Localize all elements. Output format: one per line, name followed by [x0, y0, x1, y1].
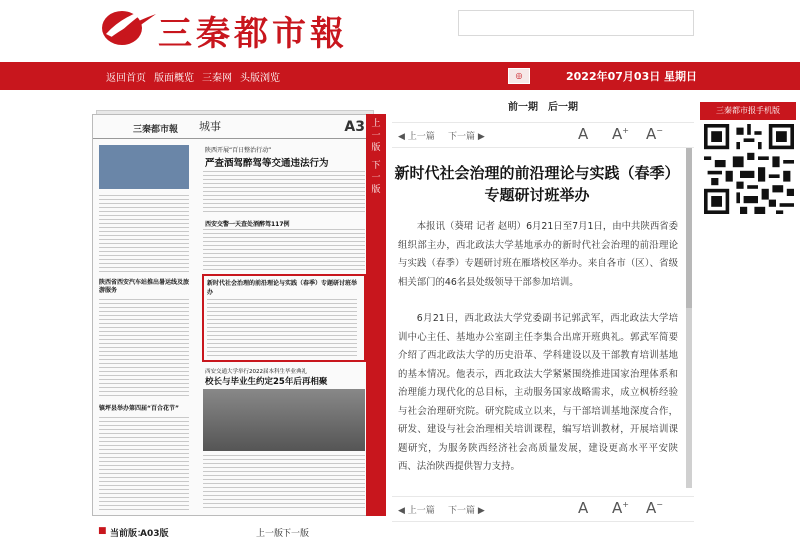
- main-kicker: 陕西开展“百日整治行动”: [205, 147, 272, 154]
- article-scrollbar[interactable]: [686, 148, 692, 488]
- next-article-label: 下一篇: [448, 132, 476, 142]
- prev-article-button[interactable]: ◀ 上一篇: [398, 132, 435, 142]
- prev-article-button[interactable]: ◀ 上一篇: [398, 506, 435, 516]
- font-decrease-icon[interactable]: A−: [646, 499, 663, 517]
- graduation-photo: [203, 389, 365, 451]
- current-page-label: 当前版：: [110, 529, 147, 539]
- grad-kicker: 西安交通大学举行2022届本科生毕业典礼: [205, 369, 307, 375]
- article-title: 新时代社会治理的前沿理论与实践（春季）专题研讨班举办: [394, 164, 680, 204]
- grad-headline: 校长与毕业生约定25年后再相聚: [205, 377, 328, 387]
- nav-front-page[interactable]: 头版浏览: [240, 73, 280, 84]
- font-reset-icon[interactable]: A: [578, 499, 589, 517]
- nav-overview[interactable]: 版面概览: [154, 73, 194, 84]
- article-paragraph: 本报讯（葵珺 记者 赵明）6月21日至7月1日，由中共陕西省委组织部主办，西北政法大学基地承办的新时代社会治理的前沿理论与实践（春季）专题研讨班在雁塔校区举办。来自各市（区）、省级相关部门的46名县处级领导干部参加培训。: [398, 221, 678, 288]
- prev-article-label: 上一篇: [407, 132, 435, 142]
- left-headline-1: 陕西省西安汽车站推出暑运线及旅游服务: [99, 279, 190, 294]
- paper-section: 城事: [199, 120, 221, 133]
- paper-masthead: [93, 115, 370, 139]
- footer-prev-page-link[interactable]: 上一版: [256, 529, 284, 539]
- text-column: [99, 417, 189, 511]
- next-article-label: 下一篇: [448, 506, 476, 516]
- next-article-button[interactable]: 下一篇 ▶: [448, 506, 485, 516]
- font-reset-icon[interactable]: A: [578, 125, 589, 143]
- logo-emblem-icon: [100, 4, 158, 50]
- paper-page-label: A3: [344, 119, 365, 135]
- site-logo[interactable]: [100, 4, 390, 52]
- article-paragraph: 6月21日，西北政法大学党委副书记郭武军，西北政法大学培训中心主任、基地办公室副主任李集合出席开班典礼。郭武军简要介绍了西北政法大学的历史沿革、学科建设以及干部教育培训基地的基本情况。他表示，西北政法大学紧紧围绕推进国家治理体系和治理能力现代化的总目标，主动服务国家战略需求，成立枫桥经验与社会治理研究院。研究院成立以来，与干部培训基地深度合作，研发、建设与社会治理相关培训课程，编写培训教材，开展培训课题研究，为服务陕西经济社会高质量发展，建设更高水平平安陕西、法治陕西提供智力支持。: [398, 313, 678, 472]
- current-page-value: A03版: [140, 529, 169, 539]
- text-column: [99, 195, 189, 275]
- nav-sanqin[interactable]: 三秦网: [202, 73, 232, 84]
- font-increase-icon[interactable]: A+: [612, 499, 629, 517]
- font-decrease-icon[interactable]: A−: [646, 125, 663, 143]
- scrollbar-thumb[interactable]: [686, 148, 692, 308]
- main-headline: 严查酒驾醉驾等交通违法行为: [205, 158, 329, 169]
- site-header: [0, 0, 800, 62]
- prev-issue-link[interactable]: 前一期: [508, 102, 538, 113]
- font-increase-icon[interactable]: A+: [612, 125, 629, 143]
- footer-next-page-link[interactable]: 下一版: [282, 529, 310, 539]
- text-column: [203, 455, 365, 511]
- next-page-tab[interactable]: 下 一 版: [371, 161, 381, 195]
- calendar-icon[interactable]: ◎: [508, 68, 530, 84]
- prev-page-tab[interactable]: 上 一 版: [371, 119, 381, 153]
- ad-image: [99, 145, 189, 189]
- article-toolbar-top: [392, 122, 694, 148]
- selected-article-box[interactable]: [202, 274, 366, 362]
- qr-code-icon: [704, 124, 794, 214]
- main-nav: [0, 62, 800, 90]
- article-body: [398, 218, 678, 476]
- nav-home[interactable]: 返回首页: [106, 73, 146, 84]
- left-headline-2: 镇坪县举办第四届“百合花节”: [99, 405, 179, 412]
- text-column: [203, 171, 365, 215]
- mobile-version-button[interactable]: 三秦都市报手机版: [700, 102, 796, 120]
- current-page-icon: ■: [98, 526, 107, 536]
- next-article-button[interactable]: 下一篇 ▶: [448, 132, 485, 142]
- current-date: 2022年07月03日 星期日: [566, 70, 698, 83]
- logo-text: 三秦都市報: [158, 14, 348, 54]
- text-column: [99, 299, 189, 399]
- article-toolbar-bottom: [392, 496, 694, 522]
- search-input[interactable]: [458, 10, 694, 36]
- text-column: [203, 229, 365, 273]
- prev-article-label: 上一篇: [407, 506, 435, 516]
- page-tabs: [366, 114, 386, 516]
- sub-headline: 西安交警一天查处酒醉驾117例: [205, 221, 290, 228]
- paper-logo: 三秦都市報: [133, 125, 179, 135]
- highlight-headline: 新时代社会治理的前沿理论与实践（春季）专题研讨班举办: [207, 280, 358, 296]
- next-issue-link[interactable]: 后一期: [548, 102, 578, 113]
- article-panel: [392, 118, 694, 522]
